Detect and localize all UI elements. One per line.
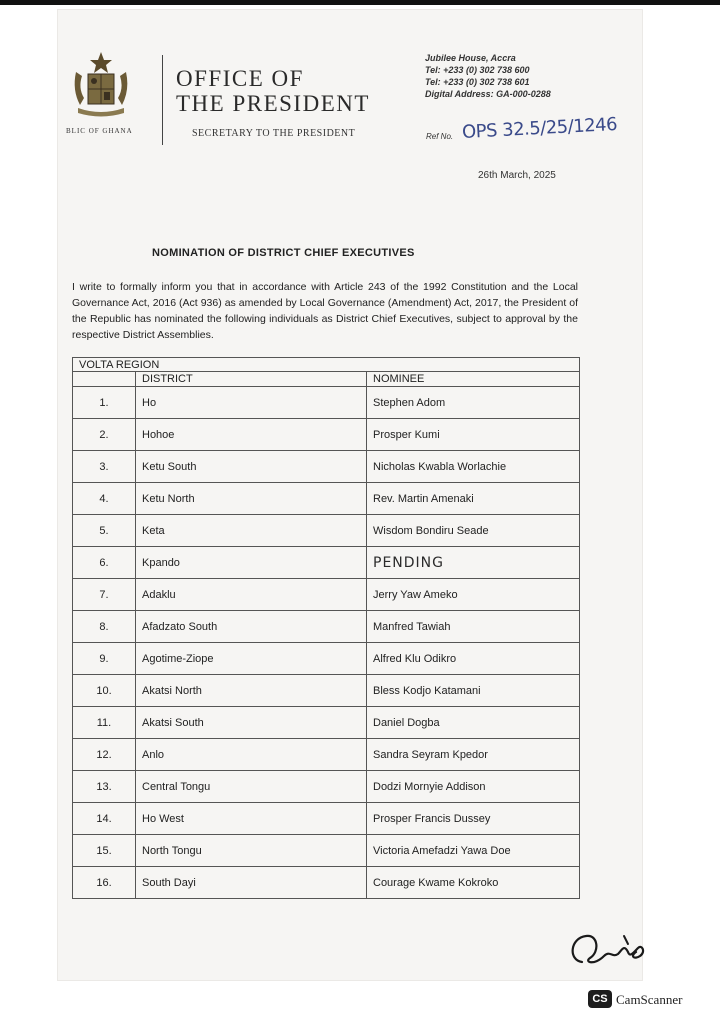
top-edge xyxy=(0,0,720,5)
row-district: Ketu North xyxy=(136,483,367,515)
camscanner-logo-icon: CS xyxy=(588,990,612,1008)
table-row xyxy=(73,835,580,867)
row-number: 1. xyxy=(73,387,136,419)
table-row xyxy=(73,419,580,451)
row-nominee: Prosper Kumi xyxy=(367,419,580,451)
row-nominee: Prosper Francis Dussey xyxy=(367,803,580,835)
table-row xyxy=(73,451,580,483)
table-row xyxy=(73,803,580,835)
row-nominee: Daniel Dogba xyxy=(367,707,580,739)
row-number: 5. xyxy=(73,515,136,547)
ref-label: Ref No. xyxy=(426,132,454,141)
nominations-table xyxy=(72,357,580,899)
row-district: Central Tongu xyxy=(136,771,367,803)
row-district: Agotime-Ziope xyxy=(136,643,367,675)
office-title-line2: THE PRESIDENT xyxy=(176,91,370,116)
row-number: 10. xyxy=(73,675,136,707)
contact-digital-address: Digital Address: GA-000-0288 xyxy=(425,89,551,99)
table-row xyxy=(73,547,580,579)
row-district: Anlo xyxy=(136,739,367,771)
crest-motto: BLIC OF GHANA xyxy=(66,127,133,135)
row-number: 6. xyxy=(73,547,136,579)
header-district: DISTRICT xyxy=(136,372,367,387)
row-district: Hohoe xyxy=(136,419,367,451)
office-subtitle: SECRETARY TO THE PRESIDENT xyxy=(192,128,356,139)
table-row xyxy=(73,707,580,739)
row-number: 11. xyxy=(73,707,136,739)
table-row xyxy=(73,643,580,675)
contact-tel-2: Tel: +233 (0) 302 738 601 xyxy=(425,77,530,87)
letter-date: 26th March, 2025 xyxy=(478,170,556,181)
office-title-line1: OFFICE OF xyxy=(176,66,304,91)
row-district: Ketu South xyxy=(136,451,367,483)
row-district: Ho West xyxy=(136,803,367,835)
row-nominee: Alfred Klu Odikro xyxy=(367,643,580,675)
ref-number: OPS 32.5/25/1246 xyxy=(461,113,618,144)
row-nominee: Sandra Seyram Kpedor xyxy=(367,739,580,771)
table-header-row xyxy=(73,372,580,387)
contact-block xyxy=(425,52,551,100)
signature-icon xyxy=(564,922,654,972)
row-district: Akatsi South xyxy=(136,707,367,739)
row-nominee: Stephen Adom xyxy=(367,387,580,419)
row-number: 14. xyxy=(73,803,136,835)
row-district: Ho xyxy=(136,387,367,419)
row-nominee: Nicholas Kwabla Worlachie xyxy=(367,451,580,483)
row-nominee: Rev. Martin Amenaki xyxy=(367,483,580,515)
region-label: VOLTA REGION xyxy=(73,358,580,372)
coat-of-arms-icon xyxy=(70,50,132,120)
letterhead-divider xyxy=(162,55,163,145)
row-nominee: Manfred Tawiah xyxy=(367,611,580,643)
row-nominee: Courage Kwame Kokroko xyxy=(367,867,580,899)
row-nominee: PENDING xyxy=(367,547,580,579)
header-num xyxy=(73,372,136,387)
row-district: South Dayi xyxy=(136,867,367,899)
camscanner-watermark: CamScanner xyxy=(616,992,683,1007)
row-number: 8. xyxy=(73,611,136,643)
row-district: Keta xyxy=(136,515,367,547)
contact-tel-1: Tel: +233 (0) 302 738 600 xyxy=(425,65,530,75)
table-row xyxy=(73,867,580,899)
row-nominee: Jerry Yaw Ameko xyxy=(367,579,580,611)
row-number: 2. xyxy=(73,419,136,451)
office-title xyxy=(176,66,396,116)
row-number: 15. xyxy=(73,835,136,867)
row-number: 4. xyxy=(73,483,136,515)
row-number: 12. xyxy=(73,739,136,771)
region-row xyxy=(73,358,580,372)
table-row xyxy=(73,515,580,547)
intro-paragraph: I write to formally inform you that in accordance with Article 243 of the 1992 Constitution and the Local Governance Act, 2016 (Act 936) as amended by Local Governance (Amendment) Act, 2017, the President of the Republic has nominated the following individuals as District Chief Executives, subject to approval by the respective District Assemblies. xyxy=(72,281,578,341)
row-number: 7. xyxy=(73,579,136,611)
table-row xyxy=(73,483,580,515)
row-district: North Tongu xyxy=(136,835,367,867)
table-row xyxy=(73,579,580,611)
row-nominee: Dodzi Mornyie Addison xyxy=(367,771,580,803)
document-heading: NOMINATION OF DISTRICT CHIEF EXECUTIVES xyxy=(152,247,415,259)
header-nominee: NOMINEE xyxy=(367,372,580,387)
row-district: Afadzato South xyxy=(136,611,367,643)
table-row xyxy=(73,387,580,419)
row-district: Akatsi North xyxy=(136,675,367,707)
table-row xyxy=(73,771,580,803)
contact-address: Jubilee House, Accra xyxy=(425,53,516,63)
table-row xyxy=(73,675,580,707)
row-nominee: Wisdom Bondiru Seade xyxy=(367,515,580,547)
row-number: 3. xyxy=(73,451,136,483)
row-district: Kpando xyxy=(136,547,367,579)
row-number: 16. xyxy=(73,867,136,899)
row-district: Adaklu xyxy=(136,579,367,611)
row-number: 9. xyxy=(73,643,136,675)
row-number: 13. xyxy=(73,771,136,803)
table-row xyxy=(73,739,580,771)
row-nominee: Bless Kodjo Katamani xyxy=(367,675,580,707)
table-row xyxy=(73,611,580,643)
row-nominee: Victoria Amefadzi Yawa Doe xyxy=(367,835,580,867)
